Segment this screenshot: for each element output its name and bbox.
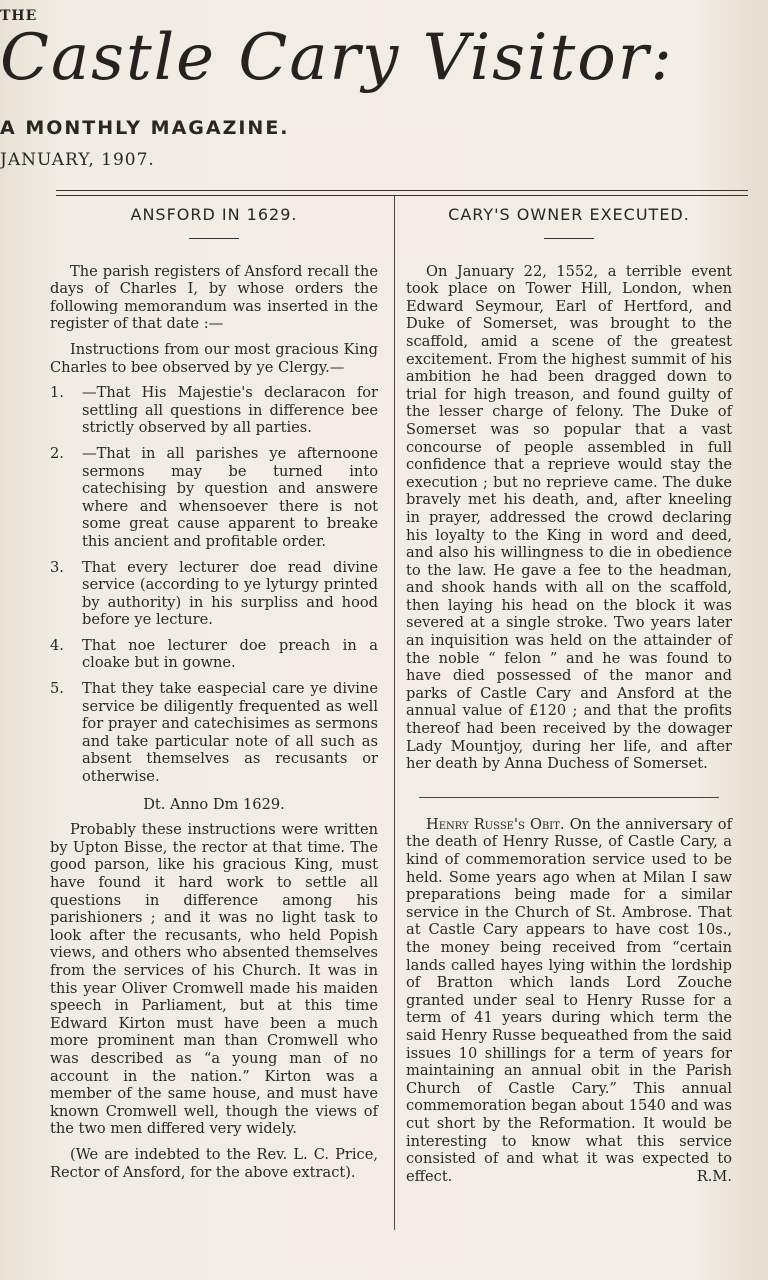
list-number: 4.: [50, 636, 64, 654]
ansford-commentary: Probably these instructions were written by Upton Bisse, the rector at that time. The good parson, like his gracious King, must have found it hard work to settle all questions in difference among his parishioners ; and it was no light task to look after the recusants, who held Popish views, and others who absented themselves from the services of his Church. It was in this year Oliver Cromwell made his maiden speech in Parliament, but at this time Edward Kirton must have been a much more prominent man than Cromwell who was described as “a young man of no account in the nation.” Kirton was a member of the same house, and must have known Cromwell well, though the views of the two men differed very widely.: [50, 821, 378, 1138]
list-item: [50, 445, 378, 551]
ansford-instructions: Instructions from our most gracious King Charles to bee observed by ye Clergy.—: [50, 340, 378, 376]
obit-paragraph: [406, 816, 732, 1185]
header-rule: [56, 190, 748, 191]
article-separator: [419, 797, 719, 798]
list-text: That they take easpecial care ye divine service be diligently frequented as well for prayer and catechisimes as sermons and take particular note of all such as absent themselves as recusants or otherwise.: [82, 680, 378, 786]
list-text: —That in all parishes ye afternoone sermons may be turned into catechising by question and answere where and whensoever there is not some great cause apparent to breake this ancient and profitable order.: [82, 444, 378, 550]
ansford-dated: Dt. Anno Dm 1629.: [143, 795, 285, 813]
list-item: [50, 637, 378, 672]
heading-rule: [189, 238, 239, 239]
heading-rule: [544, 238, 594, 239]
list-number: 1.: [50, 384, 64, 402]
executed-body: On January 22, 1552, a terrible event took place on Tower Hill, London, when Edward Seymour, Earl of Hertford, and Duke of Somerset, was brought to the scaffold, amid a scene of the greatest excitement. From the highest summit of his ambition he had been dragged down to trial for high treason, and found guilty of the lesser charge of felony. The Duke of Somerset was so popular that a vast concourse of people assembled in full confidence that a reprieve would stay the execution ; but no reprieve came. The duke bravely met his death, and, after kneeling in prayer, addressed the crowd declaring his loyalty to the King in word and deed, and also his willingness to die in obedience to the law. He gave a fee to the headman, and shook hands with all on the scaffold, then laying his head on the block it was severed at a single stroke. Two years later an inquisition was held on the attainder of the noble “ felon ” and he was found to have died possessed of the manor and parks of Castle Cary and Ansford at the annual value of £120 ; and that the profits thereof had been received by the dowager Lady Mountjoy, during her life, and after her death by Anna Duchess of Somerset.: [406, 262, 732, 773]
obit-body: On the anniversary of the death of Henry Russe, of Castle Cary, a kind of commemoration service used to be held. Some years ago when at Milan I saw preparations being made for a similar service in the Church of St. Ambrose. That at Castle Cary appears to have cost 10s., the money being received from “certain lands called hayes lying within the lordship of Bratton which lands Lord Zouche granted under seal to Henry Russe for a term of 41 years during which term the said Henry Russe bequeathed from the said issues 10 shillings for a term of years for maintaining an annual obit in the Parish Church of Castle Cary.” This annual commemoration began about 1540 and was cut short by the Reformation. It would be interesting to know what this service consisted of and what it was expected to effect.: [406, 815, 732, 1185]
masthead-subtitle: A MONTHLY MAGAZINE.: [0, 117, 290, 139]
header-rule: [56, 195, 748, 196]
obit-signature: R.M.: [696, 1167, 732, 1185]
right-column: [406, 200, 732, 1185]
ansford-intro: The parish registers of Ansford recall the days of Charles I, by whose orders the following memorandum was inserted in the register of that date :—: [50, 262, 378, 333]
article-heading-executed: CARY'S OWNER EXECUTED.: [448, 205, 690, 224]
obit-lead: Henry Russe's Obit.: [426, 815, 565, 833]
article-heading-ansford: ANSFORD IN 1629.: [130, 205, 298, 224]
list-number: 2.: [50, 444, 64, 462]
column-divider: [394, 196, 395, 1230]
ansford-credit: (We are indebted to the Rev. L. C. Price, Rector of Ansford, for the above extract).: [50, 1145, 378, 1181]
left-column: [50, 200, 378, 1181]
list-item: [50, 559, 378, 629]
list-number: 5.: [50, 680, 64, 698]
list-text: —That His Majestie's declaracon for settling all questions in difference bee strictly observed by all parties.: [82, 384, 378, 437]
list-item: [50, 384, 378, 437]
masthead-title: Castle Cary Visitor:: [0, 21, 674, 95]
list-text: That every lecturer doe read divine service (according to ye lyturgy printed by authority) in his surpliss and hood before ye lecture.: [82, 558, 378, 629]
masthead-the: THE: [0, 8, 38, 24]
list-text: That noe lecturer doe preach in a cloake but in gowne.: [82, 636, 378, 672]
list-number: 3.: [50, 558, 64, 576]
list-item: [50, 680, 378, 786]
issue-date: JANUARY, 1907.: [0, 150, 155, 170]
